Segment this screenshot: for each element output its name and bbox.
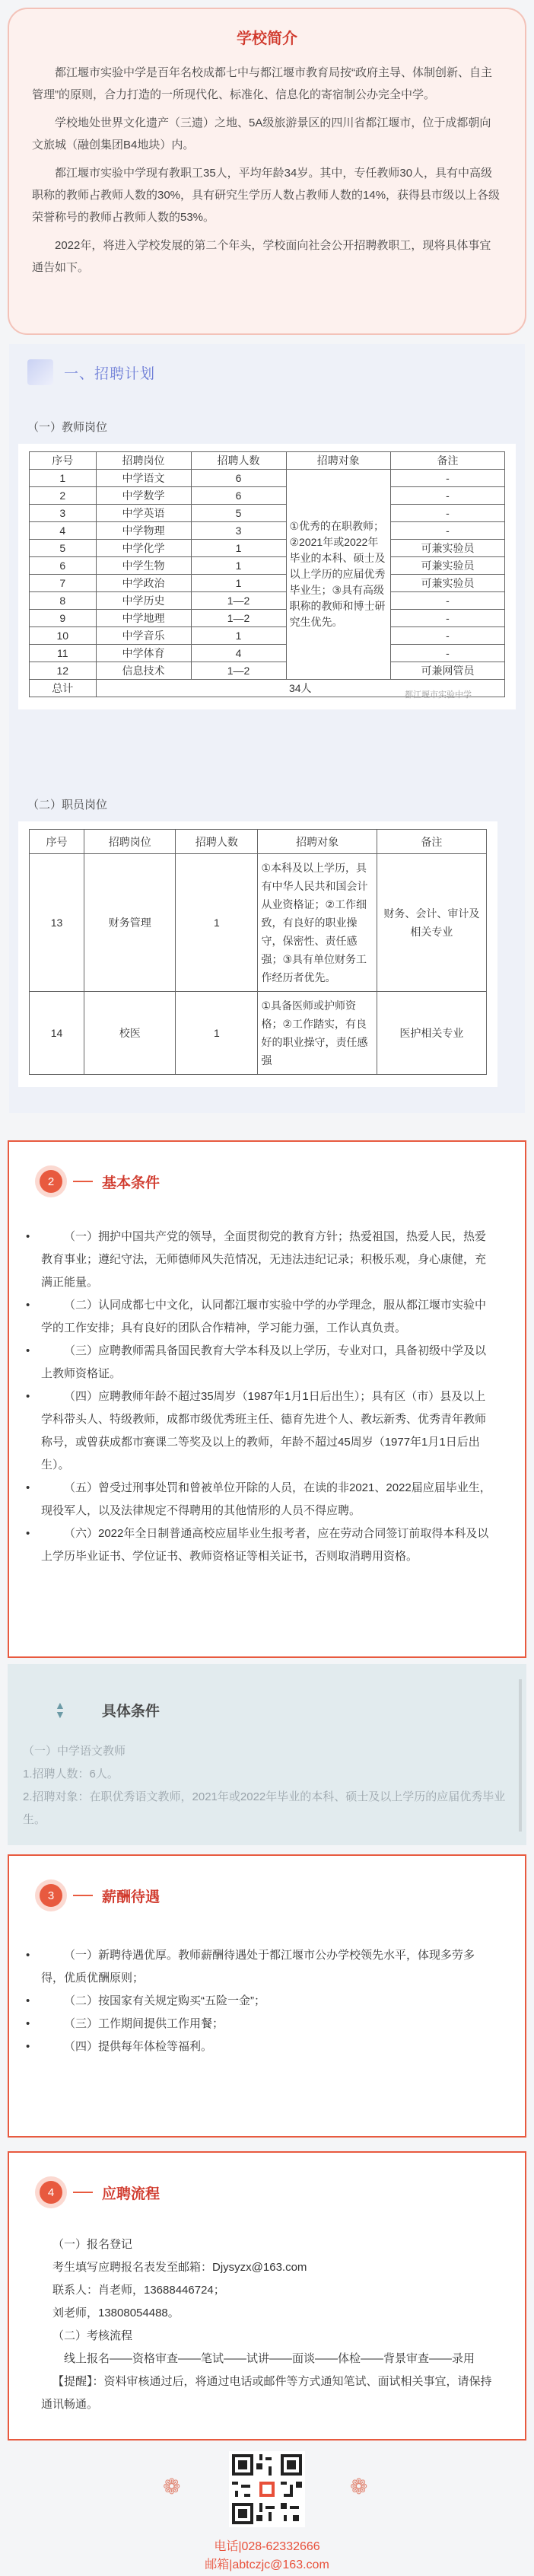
intro-paragraph: 学校地处世界文化遗产（三遗）之地、5A级旅游景区的四川省都江堰市，位于成都朝向文旅城（融创集团B4地块）内。	[32, 116, 491, 151]
process-line: （二）考核流程	[52, 2329, 133, 2342]
section-heading	[8, 1664, 526, 1733]
specific-conditions-panel[interactable]	[8, 1664, 526, 1845]
table-cell: 12	[30, 662, 97, 680]
table-row	[30, 487, 505, 505]
intro-paragraph: 2022年，将进入学校发展的第二个年头，学校面向社会公开招聘教职工，现将具体事宜通告如下。	[32, 239, 491, 274]
footer	[0, 2451, 534, 2576]
table-cell: 总计	[30, 680, 97, 697]
table-row	[30, 505, 505, 522]
staff-subhead: （二）职员岗位	[27, 799, 108, 811]
table-cell: -	[391, 592, 505, 610]
table-row	[30, 645, 505, 662]
section-number-badge: 4	[40, 2181, 62, 2204]
table-cell: 10	[30, 627, 97, 645]
qr-code-icon	[229, 2451, 305, 2527]
table-cell: 1—2	[191, 610, 286, 627]
table-cell: 1	[191, 575, 286, 592]
table-cell: 5	[30, 540, 97, 557]
table-header: 备注	[377, 830, 486, 854]
scrollbar[interactable]	[519, 1679, 522, 1832]
section-heading	[27, 359, 155, 385]
table-cell: -	[391, 505, 505, 522]
table-cell: 4	[191, 645, 286, 662]
table-header: 序号	[30, 830, 84, 854]
list-item: • （四）提供每年体检等福利。	[9, 2036, 525, 2058]
list-item: • （一）新聘待遇优厚。教师薪酬待遇处于都江堰市公办学校领先水平，体现多劳多得，优质优酬原则；	[9, 1944, 525, 1990]
section-title: 基本条件	[102, 1175, 161, 1191]
table-row	[30, 992, 487, 1075]
watermark-text: 都江堰市实验中学	[405, 690, 472, 700]
table-row	[30, 854, 487, 992]
table-cell: 1	[176, 992, 258, 1075]
divider	[73, 1181, 93, 1182]
table-cell: 34人	[96, 680, 505, 697]
section-title: 具体条件	[101, 1703, 160, 1720]
table-header: 招聘人数	[176, 830, 258, 854]
intro-title: 学校简介	[237, 30, 297, 47]
process-line[interactable]: 考生填写应聘报名表发至邮箱：Djysyzx@163.com	[52, 2261, 307, 2274]
table-cell: ①具备医师或护师资格；②工作踏实，有良好的职业操守，责任感强	[258, 992, 377, 1075]
table-cell: 中学政治	[96, 575, 191, 592]
table-cell: 6	[191, 487, 286, 505]
table-row	[30, 575, 505, 592]
process-line: 联系人：肖老师，13688446724；	[52, 2284, 225, 2297]
table-cell: 中学生物	[96, 557, 191, 575]
section-heading	[9, 1142, 525, 1203]
table-cell: 中学音乐	[96, 627, 191, 645]
table-row	[30, 592, 505, 610]
table-cell: 3	[191, 522, 286, 540]
school-intro-card	[8, 8, 526, 335]
process-line: （一）报名登记	[52, 2238, 133, 2251]
footer-email[interactable]: 邮箱|abtczjc@163.com	[205, 2558, 329, 2571]
table-row	[30, 627, 505, 645]
table-cell: 2	[30, 487, 97, 505]
table-cell: 中学地理	[96, 610, 191, 627]
table-row	[30, 540, 505, 557]
table-cell: 校医	[84, 992, 176, 1075]
table-cell: -	[391, 470, 505, 487]
staff-positions-section	[9, 769, 507, 1111]
decorative-ornament-icon: ❁	[163, 2475, 181, 2498]
section-heading	[9, 1856, 525, 1917]
table-cell: -	[391, 645, 505, 662]
table-cell: 6	[191, 470, 286, 487]
process-line: 刘老师，13808054488。	[52, 2307, 180, 2319]
list-item: 1.招聘人数：6人。	[23, 1768, 119, 1781]
list-item: • （六）2022年全日制普通高校应届毕业生报考者，应在劳动合同签订前取得本科及以上学历毕业证书、学位证书、教师资格证等相关证书，否则取消聘用资格。	[9, 1522, 525, 1568]
table-cell: 1	[176, 854, 258, 992]
table-row	[30, 610, 505, 627]
list-item: • （二）按国家有关规定购买“五险一金”；	[9, 1990, 525, 2013]
table-cell: 1	[30, 470, 97, 487]
teacher-table	[29, 451, 505, 697]
decorative-ornament-icon: ❁	[350, 2475, 368, 2498]
section-number-badge: 2	[40, 1170, 62, 1193]
table-cell: 中学化学	[96, 540, 191, 557]
section-title: 应聘流程	[102, 2185, 161, 2202]
table-cell: 财务管理	[84, 854, 176, 992]
staff-table-wrap	[18, 821, 497, 1087]
list-item: • （四）应聘教师年龄不超过35周岁（1987年1月1日后出生）；具有区（市）县及以上学科带头人、特级教师，成都市级优秀班主任、德育先进个人、教坛新秀、优秀青年教师称号，或曾获成都市赛课二等奖及以上的教师，年龄不超过45周岁（1977年1月1日后出生）。	[9, 1385, 525, 1477]
process-section	[8, 2151, 526, 2441]
table-header: 招聘对象	[258, 830, 377, 854]
collapse-toggle-icon[interactable]: ▲ ▼	[55, 1699, 65, 1720]
table-cell: 5	[191, 505, 286, 522]
table-cell: 6	[30, 557, 97, 575]
process-line: 线上报名——资格审查——笔试——试讲——面谈——体检——背景审查——录用	[64, 2352, 475, 2365]
table-cell: ①本科及以上学历，具有中华人民共和国会计从业资格证；②工作细致，有良好的职业操守，保密性、责任感强；③具有单位财务工作经历者优先。	[258, 854, 377, 992]
section-number-badge: 3	[40, 1884, 62, 1907]
table-cell: 中学体育	[96, 645, 191, 662]
list-item: • （三）工作期间提供工作用餐；	[9, 2013, 525, 2036]
table-cell: 1	[191, 627, 286, 645]
teacher-subhead: （一）教师岗位	[27, 421, 108, 434]
section-heading	[9, 2153, 525, 2214]
table-cell: 14	[30, 992, 84, 1075]
table-cell: 可兼网管员	[391, 662, 505, 680]
table-cell: 财务、会计、审计及相关专业	[377, 854, 486, 992]
table-cell: 医护相关专业	[377, 992, 486, 1075]
table-cell: 可兼实验员	[391, 557, 505, 575]
section-square-icon	[27, 359, 53, 385]
footer-phone[interactable]: 电话|028-62332666	[214, 2540, 320, 2553]
divider	[73, 1895, 93, 1896]
table-header: 招聘人数	[191, 452, 286, 470]
specific-subhead: （一）中学语文教师	[23, 1745, 126, 1758]
list-item: 2.招聘对象：在职优秀语文教师，2021年或2022年毕业的本科、硕士及以上学历的应届优秀毕业生。	[23, 1790, 506, 1826]
process-line: 【提醒】：资料审核通过后，将通过电话或邮件等方式通知笔试、面试相关事宜，请保持通讯畅通。	[41, 2375, 492, 2411]
table-cell: 7	[30, 575, 97, 592]
table-cell: 中学英语	[96, 505, 191, 522]
table-cell: 中学数学	[96, 487, 191, 505]
list-item: • （二）认同成都七中文化，认同都江堰市实验中学的办学理念，服从都江堰市实验中学的工作安排；具有良好的团队合作精神，学习能力强，工作认真负责。	[9, 1294, 525, 1340]
table-cell: 13	[30, 854, 84, 992]
table-cell: 4	[30, 522, 97, 540]
table-cell: 8	[30, 592, 97, 610]
section-title: 一、招聘计划	[64, 365, 156, 382]
intro-paragraph: 都江堰市实验中学现有教职工35人，平均年龄34岁。其中，专任教师30人，具有中高级职称的教师占教师人数的30%，具有研究生学历人数占教师人数的14%，获得县市级以上各级荣誉称号的教师占教师人数的53%。	[32, 167, 501, 224]
intro-paragraph: 都江堰市实验中学是百年名校成都七中与都江堰市教育局按“政府主导、体制创新、自主管理”的原则，合力打造的一所现代化、标准化、信息化的寄宿制公办完全中学。	[32, 66, 492, 101]
table-header: 招聘岗位	[96, 452, 191, 470]
staff-table	[29, 829, 487, 1075]
teacher-table-wrap	[18, 444, 516, 709]
list-item: • （三）应聘教师需具备国民教育大学本科及以上学历，专业对口，具备初级中学及以上教师资格证。	[9, 1340, 525, 1385]
table-cell: -	[391, 522, 505, 540]
table-cell: 1—2	[191, 662, 286, 680]
section-title: 薪酬待遇	[102, 1889, 161, 1905]
table-row	[30, 662, 505, 680]
table-cell: 可兼实验员	[391, 540, 505, 557]
table-header: 招聘岗位	[84, 830, 176, 854]
list-item: • （五）曾受过刑事处罚和曾被单位开除的人员，在读的非2021、2022届应届毕业生，现役军人，以及法律规定不得聘用的其他情形的人员不得应聘。	[9, 1477, 525, 1522]
divider	[73, 2192, 93, 2193]
table-cell: 1	[191, 557, 286, 575]
table-header: 备注	[391, 452, 505, 470]
table-cell: -	[391, 627, 505, 645]
table-cell: -	[391, 610, 505, 627]
table-cell: 1	[191, 540, 286, 557]
table-cell: 中学物理	[96, 522, 191, 540]
table-cell: 可兼实验员	[391, 575, 505, 592]
table-row	[30, 557, 505, 575]
table-header: 招聘对象	[286, 452, 391, 470]
list-item: • （一）拥护中国共产党的领导，全面贯彻党的教育方针；热爱祖国，热爱人民，热爱教育事业；遵纪守法，无师德师风失范情况，无违法违纪记录；积极乐观，身心康健，充满正能量。	[9, 1226, 525, 1294]
table-row	[30, 470, 505, 487]
table-cell: 1—2	[191, 592, 286, 610]
table-cell: 9	[30, 610, 97, 627]
table-cell: 中学语文	[96, 470, 191, 487]
basic-conditions-section	[8, 1140, 526, 1658]
table-header: 序号	[30, 452, 97, 470]
table-cell: ①优秀的在职教师；②2021年或2022年毕业的本科、硕士及以上学历的应届优秀毕业生；③具有高级职称的教师和博士研究生优先。	[286, 470, 391, 680]
salary-section	[8, 1854, 526, 2138]
table-row	[30, 522, 505, 540]
table-cell: 信息技术	[96, 662, 191, 680]
table-cell: 中学历史	[96, 592, 191, 610]
table-cell: 3	[30, 505, 97, 522]
table-cell: 11	[30, 645, 97, 662]
table-cell: -	[391, 487, 505, 505]
